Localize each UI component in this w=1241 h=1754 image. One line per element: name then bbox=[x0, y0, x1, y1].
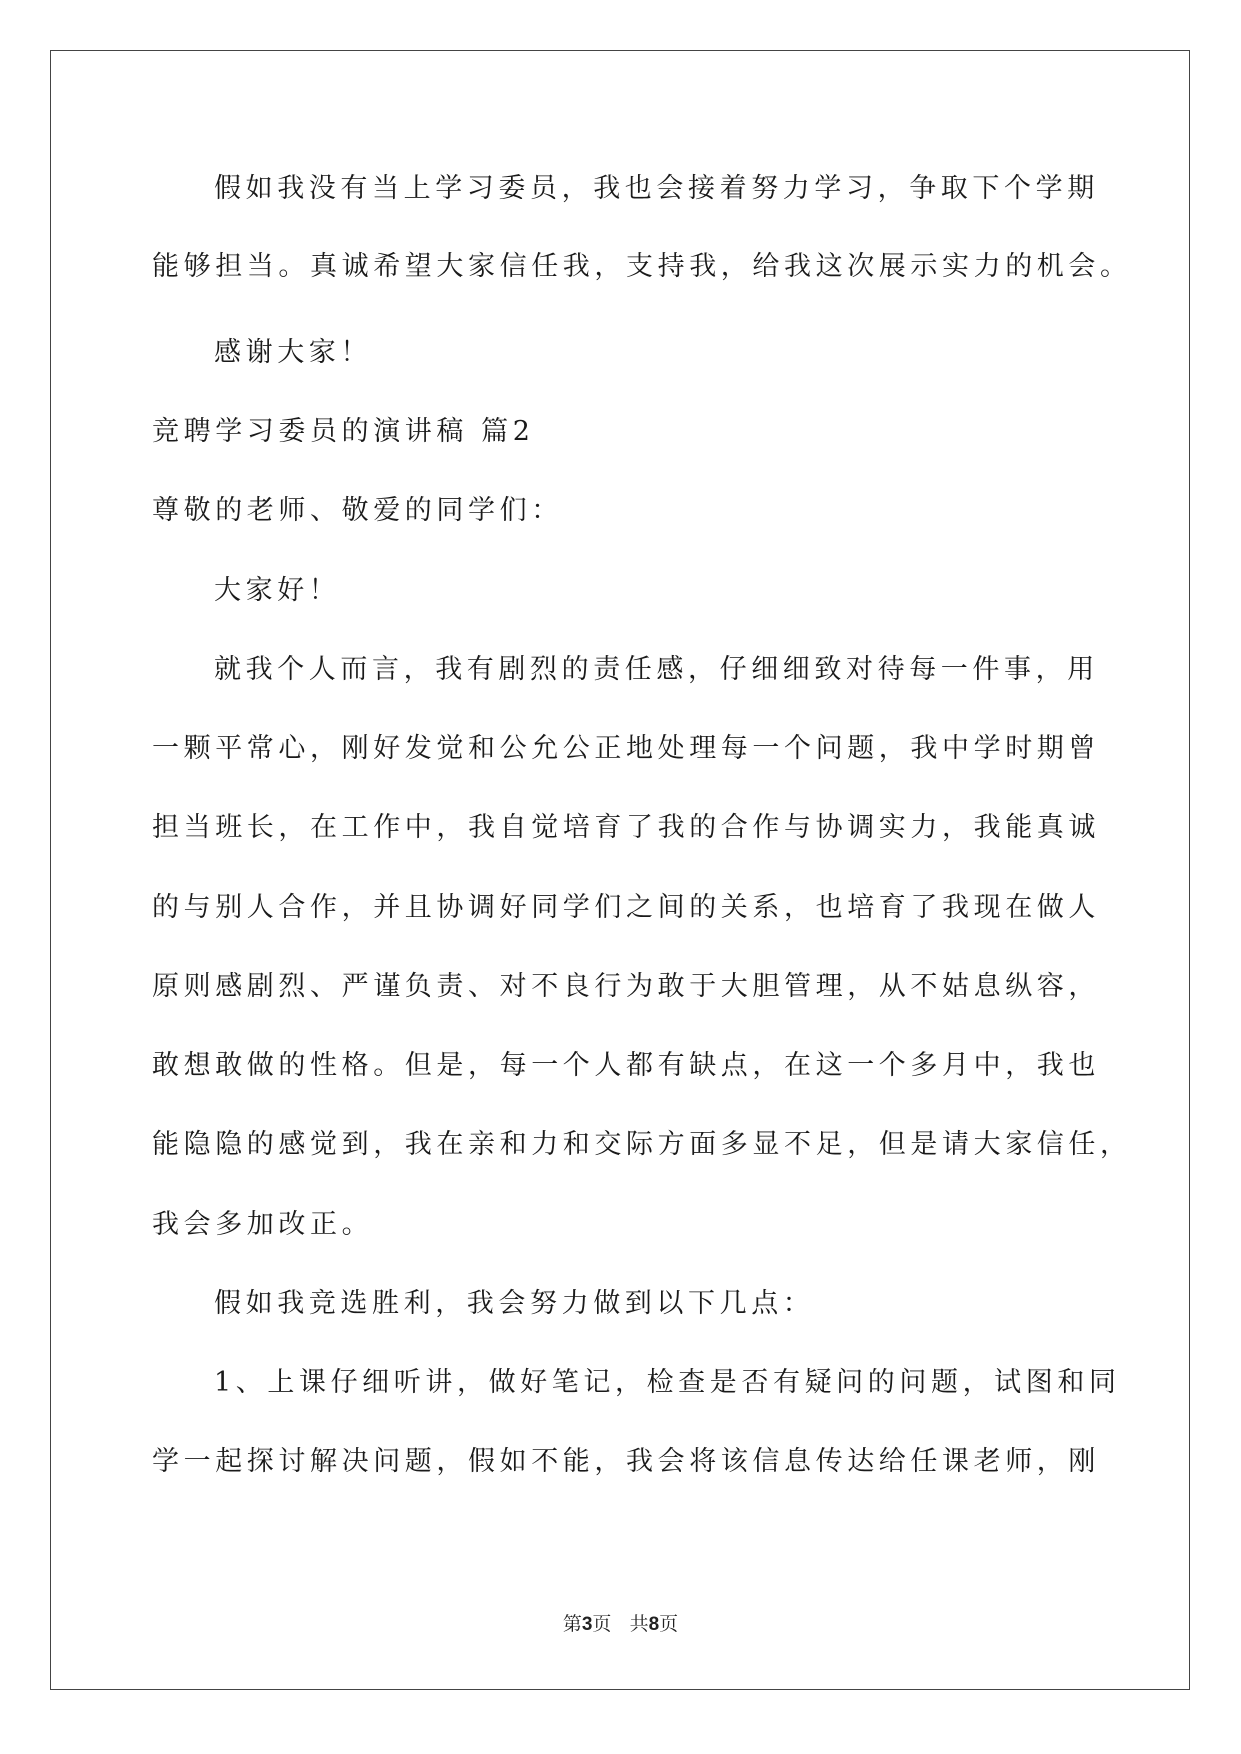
footer-prefix: 第 bbox=[562, 1613, 582, 1635]
paragraph-line: 我会多加改正。 bbox=[152, 1209, 374, 1240]
paragraph-line: 就我个人而言，我有剧烈的责任感，仔细细致对待每一件事，用 bbox=[214, 654, 1099, 685]
page-footer bbox=[0, 1612, 1241, 1637]
paragraph-line: 能隐隐的感觉到，我在亲和力和交际方面多显不足，但是请大家信任， bbox=[152, 1129, 1132, 1160]
footer-page-suffix: 页 bbox=[592, 1613, 612, 1635]
total-pages-number: 8 bbox=[648, 1614, 660, 1635]
page-border bbox=[50, 50, 1190, 1690]
paragraph-line: 学一起探讨解决问题，假如不能，我会将该信息传达给任课老师，刚 bbox=[152, 1446, 1100, 1477]
section-heading: 竞聘学习委员的演讲稿 篇2 bbox=[152, 416, 535, 447]
greeting: 大家好！ bbox=[214, 575, 341, 606]
current-page-number: 3 bbox=[581, 1614, 593, 1635]
footer-total-suffix: 页 bbox=[659, 1613, 679, 1635]
paragraph-line: 一颗平常心，刚好发觉和公允公正地处理每一个问题，我中学时期曾 bbox=[152, 733, 1100, 764]
paragraph-line: 假如我竞选胜利，我会努力做到以下几点： bbox=[214, 1288, 815, 1319]
paragraph-line: 担当班长，在工作中，我自觉培育了我的合作与协调实力，我能真诚 bbox=[152, 812, 1100, 843]
paragraph-line: 假如我没有当上学习委员，我也会接着努力学习，争取下个学期 bbox=[214, 173, 1099, 204]
thanks-line: 感谢大家！ bbox=[214, 337, 372, 368]
paragraph-line: 1、上课仔细听讲，做好笔记，检查是否有疑问的问题，试图和同 bbox=[214, 1367, 1121, 1398]
footer-total-prefix: 共 bbox=[629, 1613, 649, 1635]
salutation: 尊敬的老师、敬爱的同学们： bbox=[152, 495, 563, 526]
paragraph-line: 的与别人合作，并且协调好同学们之间的关系，也培育了我现在做人 bbox=[152, 892, 1100, 923]
paragraph-line: 原则感剧烈、严谨负责、对不良行为敢于大胆管理，从不姑息纵容， bbox=[152, 971, 1100, 1002]
paragraph-line: 能够担当。真诚希望大家信任我，支持我，给我这次展示实力的机会。 bbox=[152, 251, 1132, 282]
paragraph-line: 敢想敢做的性格。但是，每一个人都有缺点，在这一个多月中，我也 bbox=[152, 1050, 1100, 1081]
